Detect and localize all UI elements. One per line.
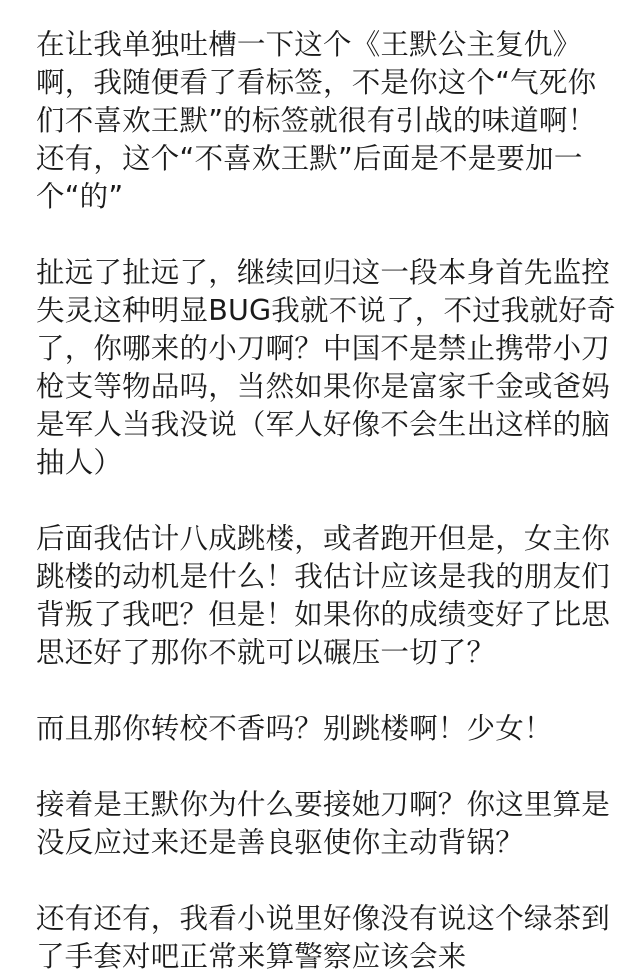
- article-body: [36, 26, 616, 976]
- text-line: 枪支等物品吗，当然如果你是富家千金或爸妈: [36, 370, 611, 403]
- paragraph-1: [36, 26, 616, 216]
- paragraph-5: [36, 786, 616, 862]
- text-line: 是军人当我没说（军人好像不会生出这样的脑: [36, 408, 611, 441]
- text-line: 抽人）: [36, 446, 123, 479]
- text-line: 而且那你转校不香吗？别跳楼啊！少女！: [36, 712, 553, 745]
- text-line: 失灵这种明显BUG我就不说了，不过我就好奇: [36, 294, 616, 327]
- text-line: 个“的”: [36, 180, 124, 213]
- paragraph-6: [36, 900, 616, 976]
- text-line: 在让我单独吐槽一下这个《王默公主复仇》: [36, 28, 582, 61]
- text-line: 了手套对吧正常来算警察应该会来: [36, 940, 467, 973]
- paragraph-3: [36, 520, 616, 672]
- paragraph-4: [36, 710, 616, 748]
- text-line: 们不喜欢王默”的标签就很有引战的味道啊！: [36, 104, 597, 137]
- text-line: 没反应过来还是善良驱使你主动背锅？: [36, 826, 524, 859]
- text-line: 还有还有，我看小说里好像没有说这个绿茶到: [36, 902, 611, 935]
- text-line: 啊，我随便看了看标签，不是你这个“气死你: [36, 66, 597, 99]
- text-line: 了，你哪来的小刀啊？中国不是禁止携带小刀: [36, 332, 611, 365]
- text-line: 扯远了扯远了，继续回归这一段本身首先监控: [36, 256, 611, 289]
- text-line: 接着是王默你为什么要接她刀啊？你这里算是: [36, 788, 611, 821]
- text-line: 跳楼的动机是什么！我估计应该是我的朋友们: [36, 560, 611, 593]
- paragraph-2: [36, 254, 616, 482]
- text-line: 还有，这个“不喜欢王默”后面是不是要加一: [36, 142, 583, 175]
- text-line: 思还好了那你不就可以碾压一切了？: [36, 636, 496, 669]
- text-line: 背叛了我吧？但是！如果你的成绩变好了比思: [36, 598, 611, 631]
- text-line: 后面我估计八成跳楼，或者跑开但是，女主你: [36, 522, 611, 555]
